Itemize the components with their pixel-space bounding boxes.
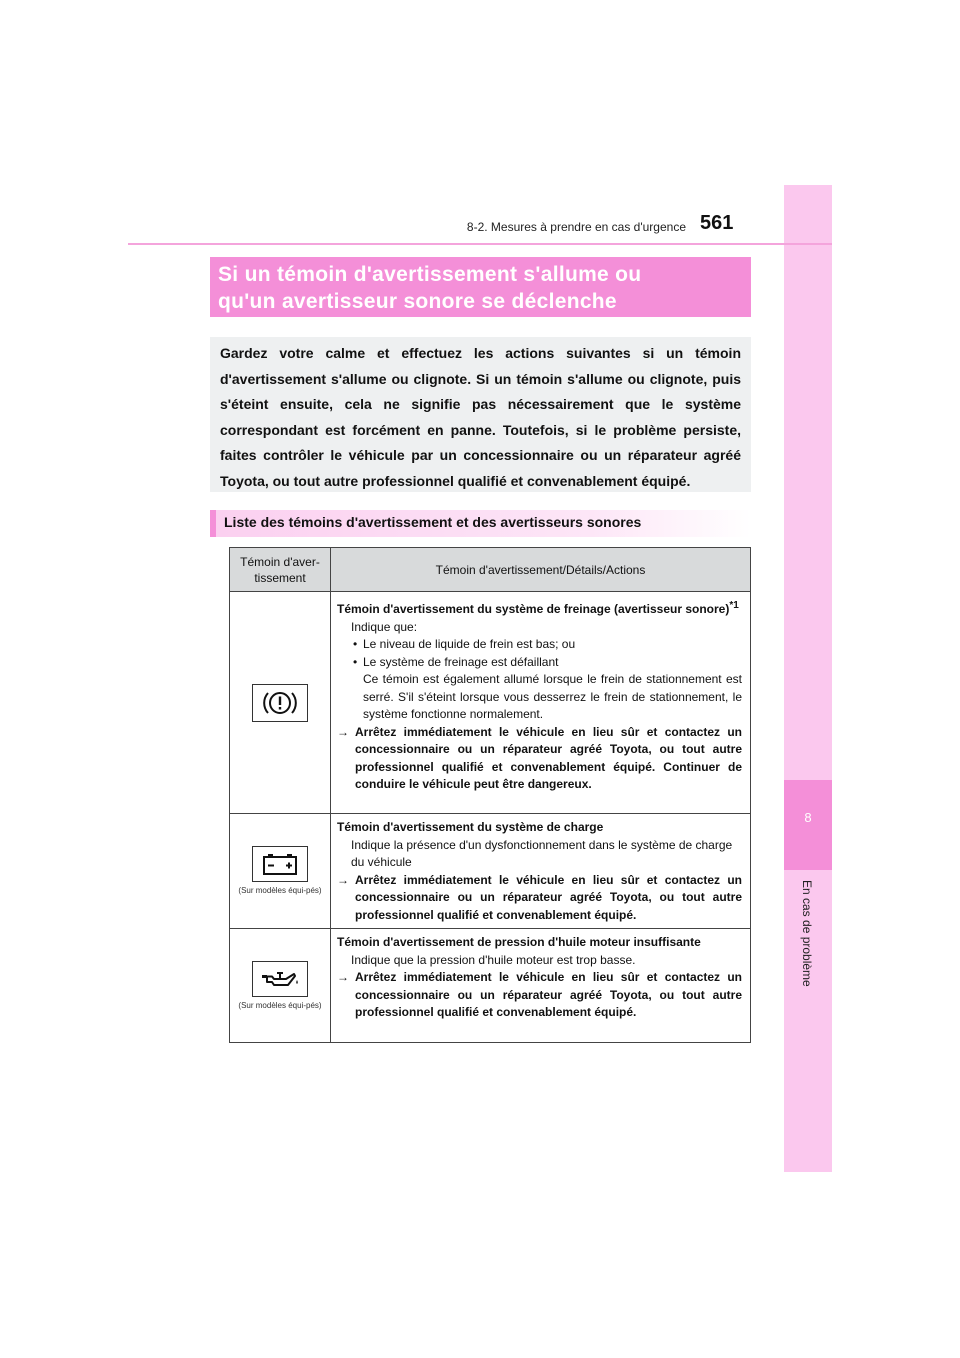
- extra-info: Ce témoin est également allumé lorsque le frein de stationnement est serré. S'il s'éteint lorsque vous desserrez le frein de stationnement, le système fonctionne normalement.: [363, 672, 742, 721]
- action-text: → Arrêtez immédiatement le véhicule en lieu sûr et contactez un concessionnaire ou un réparateur agréé Toyota, ou tout autre professionnel qualifié et convenablement équipé.: [337, 872, 742, 925]
- action-text: → Arrêtez immédiatement le véhicule en lieu sûr et contactez un concessionnaire ou un réparateur agréé Toyota, ou tout autre professionnel qualifié et convenablement équipé. Continuer de conduire le véhicule peut être dangereux.: [337, 724, 742, 794]
- breadcrumb: 8-2. Mesures à prendre en cas d'urgence: [466, 220, 686, 234]
- row-title: Témoin d'avertissement du système de freinage (avertisseur sonore): [337, 602, 730, 616]
- warning-lights-table: [229, 547, 751, 1043]
- chapter-side-tab: [784, 185, 832, 1172]
- icon-cell: [230, 592, 331, 813]
- equipped-note: (Sur modèles équi-pés): [238, 1000, 322, 1010]
- table-row: [230, 814, 750, 929]
- brake-warning-icon: [260, 687, 300, 719]
- details-cell: [331, 814, 750, 928]
- section-title-line2: qu'un avertisseur sonore se déclenche: [218, 290, 617, 313]
- row-title: Témoin d'avertissement de pression d'huile moteur insuffisante: [337, 935, 701, 949]
- icon-cell: [230, 929, 331, 1042]
- equipped-note: (Sur modèles équi-pés): [238, 886, 322, 895]
- oil-pressure-icon: [258, 967, 302, 991]
- icon-frame: [252, 846, 308, 882]
- chapter-number: 8: [784, 780, 832, 870]
- chapter-title-vertical: [784, 880, 832, 1020]
- list-item: • Le système de freinage est défaillant: [337, 654, 742, 672]
- table-row: [230, 929, 750, 1042]
- table-row: [230, 592, 750, 814]
- indicates-text: Indique que:: [351, 619, 418, 634]
- details-cell: [331, 592, 750, 813]
- section-title-line1: Si un témoin d'avertissement s'allume ou: [218, 263, 642, 286]
- row-title: Témoin d'avertissement du système de charge: [337, 820, 604, 834]
- details-cell: [331, 929, 750, 1042]
- page-number: 561: [700, 212, 734, 234]
- icon-cell: [230, 814, 331, 928]
- intro-box: [210, 337, 751, 492]
- col-header-light: Témoin d'aver-tissement: [230, 548, 331, 591]
- battery-icon: [260, 851, 300, 877]
- intro-text: Gardez votre calme et effectuez les actions suivantes si un témoin d'avertissement s'allume ou clignote. Si un témoin s'allume ou clignote, puis s'éteint ensuite, cela ne signifie pas nécessairement que le système correspondant est forcément en panne. Toutefois, si le problème persiste, faites contrôler le véhicule par un concessionnaire ou un réparateur agréé Toyota, ou tout autre professionnel qualifié et convenablement équipé.: [220, 345, 741, 489]
- chapter-title-text: En cas de problème: [800, 880, 814, 987]
- icon-frame: [252, 684, 308, 722]
- section-title: [210, 257, 751, 317]
- indicates-text: Indique la présence d'un dysfonctionnement dans le système de charge du véhicule: [351, 837, 733, 869]
- indicates-text: Indique que la pression d'huile moteur est trop basse.: [351, 952, 636, 967]
- list-item: • Le niveau de liquide de frein est bas; ou: [337, 636, 742, 654]
- col-header-details: Témoin d'avertissement/Détails/Actions: [435, 562, 646, 577]
- table-header: [230, 548, 750, 592]
- footnote-marker: *1: [729, 600, 739, 611]
- subheading: Liste des témoins d'avertissement et des avertisseurs sonores: [210, 510, 751, 537]
- header-rule: [128, 243, 832, 245]
- action-text: → Arrêtez immédiatement le véhicule en lieu sûr et contactez un concessionnaire ou un réparateur agréé Toyota, ou tout autre professionnel qualifié et convenablement équipé.: [337, 969, 742, 1022]
- icon-frame: [252, 961, 308, 997]
